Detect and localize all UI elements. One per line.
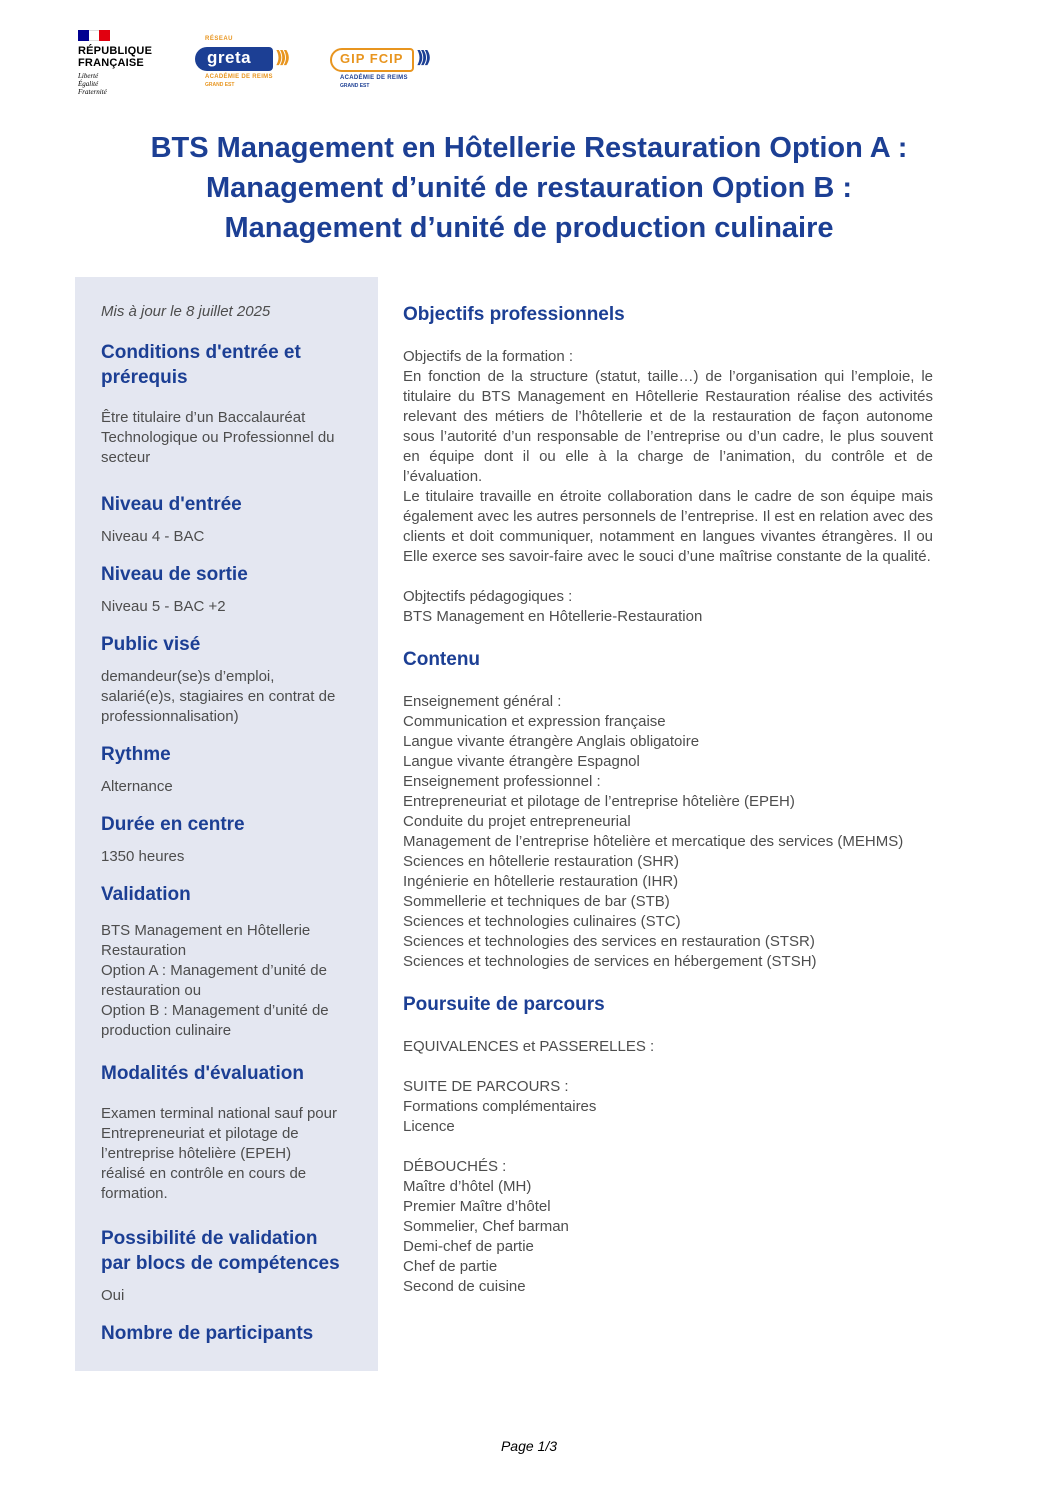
list-item: Maître d’hôtel (MH) xyxy=(403,1178,532,1195)
text-line: Technologique ou Professionnel du xyxy=(101,429,335,446)
objectifs-pedagogiques-label: Objtectifs pédagogiques : xyxy=(403,588,573,605)
greta-word: greta xyxy=(207,48,252,67)
blocs-text: Oui xyxy=(101,1287,125,1304)
contenu-item: Ingénierie en hôtellerie restauration (IHR) xyxy=(403,873,679,890)
list-item: Sommelier, Chef barman xyxy=(403,1218,569,1235)
contenu-item: Conduite du projet entrepreneurial xyxy=(403,813,631,830)
text-line: demandeur(se)s d’emploi, xyxy=(101,668,275,685)
debouches-label: DÉBOUCHÉS : xyxy=(403,1158,507,1175)
section-heading-objectifs: Objectifs professionnels xyxy=(403,304,625,325)
section-heading-poursuite: Poursuite de parcours xyxy=(403,994,605,1015)
rf-name-line: FRANÇAISE xyxy=(78,57,144,69)
greta-logo xyxy=(195,36,315,96)
contenu-list xyxy=(403,692,933,972)
contenu-item: Enseignement professionnel : xyxy=(403,773,601,790)
heading-line: Possibilité de validation xyxy=(101,1228,318,1249)
signal-arcs-icon: ))) xyxy=(275,48,287,68)
text-line: Être titulaire d’un Baccalauréat xyxy=(101,409,306,426)
info-sidebar xyxy=(75,277,378,1371)
list-item: Premier Maître d’hôtel xyxy=(403,1198,551,1215)
heading-line: prérequis xyxy=(101,367,188,388)
contenu-item: Communication et expression française xyxy=(403,713,666,730)
section-heading-conditions xyxy=(101,340,356,390)
text-line: l’entreprise hôtelière (EPEH) xyxy=(101,1145,292,1162)
heading-line: par blocs de compétences xyxy=(101,1253,340,1274)
rf-motto-line: Fraternité xyxy=(78,88,107,96)
objectifs-pedagogiques-text: BTS Management en Hôtellerie-Restauration xyxy=(403,608,703,625)
public-text xyxy=(101,667,356,727)
logo-bar xyxy=(78,30,478,100)
section-heading-validation: Validation xyxy=(101,884,191,905)
title-line: BTS Management en Hôtellerie Restauration Option A : xyxy=(150,132,908,164)
modalites-text xyxy=(101,1104,356,1204)
gip-fcip-logo xyxy=(330,48,450,98)
section-heading-niveau-entree: Niveau d'entrée xyxy=(101,494,242,515)
objectifs-paragraph: Le titulaire travaille en étroite collaboration dans le cadre de son équipe mais également avec les autres personnels de l’entreprise. Il est en relation avec des clients et doit communiquer, notamment en langues vivantes étrangères. Il ou Elle exerce ses savoir-faire avec le souci d’une maîtrise constante de la qualité. xyxy=(403,488,933,565)
contenu-item: Langue vivante étrangère Espagnol xyxy=(403,753,640,770)
text-line: production culinaire xyxy=(101,1022,232,1039)
gip-region: GRAND EST xyxy=(340,83,370,89)
list-item: Second de cuisine xyxy=(403,1278,526,1295)
section-heading-duree: Durée en centre xyxy=(101,814,245,835)
greta-region: GRAND EST xyxy=(205,82,235,88)
rythme-text: Alternance xyxy=(101,778,173,795)
objectifs-formation-label: Objectifs de la formation : xyxy=(403,348,574,365)
french-flag-icon xyxy=(78,30,110,41)
list-item: Chef de partie xyxy=(403,1258,498,1275)
equivalences-label: EQUIVALENCES et PASSERELLES : xyxy=(403,1038,655,1055)
update-date: Mis à jour le 8 juillet 2025 xyxy=(101,303,271,320)
text-line: réalisé en contrôle en cours de xyxy=(101,1165,307,1182)
rf-motto-line: Égalité xyxy=(78,80,99,88)
suite-parcours-label: SUITE DE PARCOURS : xyxy=(403,1078,569,1095)
niveau-sortie-text: Niveau 5 - BAC +2 xyxy=(101,598,226,615)
title-line: Management d’unité de restauration Option B : xyxy=(205,172,853,204)
conditions-text xyxy=(101,408,356,468)
heading-line: Conditions d'entrée et xyxy=(101,342,301,363)
contenu-item: Entrepreneuriat et pilotage de l’entreprise hôtelière (EPEH) xyxy=(403,793,795,810)
greta-network-label: RÉSEAU xyxy=(205,36,234,42)
section-heading-public: Public visé xyxy=(101,634,201,655)
main-content xyxy=(403,302,933,1311)
contenu-item: Sommellerie et techniques de bar (STB) xyxy=(403,893,670,910)
section-heading-modalites: Modalités d'évaluation xyxy=(101,1063,304,1084)
rf-motto-line: Liberté xyxy=(78,72,99,80)
text-line: BTS Management en Hôtellerie xyxy=(101,922,311,939)
greta-academy: ACADÉMIE DE REIMS xyxy=(205,74,273,80)
gip-word: GIP FCIP xyxy=(340,51,404,66)
niveau-entree-text: Niveau 4 - BAC xyxy=(101,528,205,545)
duree-text: 1350 heures xyxy=(101,848,185,865)
text-line: Option A : Management d’unité de xyxy=(101,962,327,979)
contenu-item: Sciences et technologies des services en restauration (STSR) xyxy=(403,933,815,950)
section-heading-rythme: Rythme xyxy=(101,744,171,765)
contenu-item: Sciences et technologies culinaires (STC) xyxy=(403,913,681,930)
title-line: Management d’unité de production culinaire xyxy=(224,212,834,244)
text-line: formation. xyxy=(101,1185,168,1202)
text-line: restauration ou xyxy=(101,982,202,999)
text-line: Option B : Management d’unité de xyxy=(101,1002,329,1019)
list-item: Licence xyxy=(403,1118,455,1135)
text-line: secteur xyxy=(101,449,151,466)
text-line: Restauration xyxy=(101,942,187,959)
republique-francaise-logo xyxy=(78,30,168,96)
objectifs-paragraph: En fonction de la structure (statut, taille…) de l’organisation qui l’emploie, le titulaire du BTS Management en Hôtellerie Restauration réalise des activités relevant des métiers de l’hôtellerie et de la restauration de façon autonome sous l’autorité d’un responsable de l’entreprise ou d’un cadre, le plus souvent en équipe dont il ou elle à la charge de l’animation, du contrôle et de l’évaluation. xyxy=(403,368,933,485)
validation-text xyxy=(101,921,356,1041)
contenu-item: Enseignement général : xyxy=(403,693,562,710)
section-heading-participants: Nombre de participants xyxy=(101,1323,314,1344)
contenu-item: Sciences et technologies de services en hébergement (STSH) xyxy=(403,953,817,970)
text-line: professionnalisation) xyxy=(101,708,239,725)
list-item: Demi-chef de partie xyxy=(403,1238,534,1255)
contenu-item: Langue vivante étrangère Anglais obligatoire xyxy=(403,733,700,750)
list-item: Formations complémentaires xyxy=(403,1098,597,1115)
section-heading-niveau-sortie: Niveau de sortie xyxy=(101,564,248,585)
objectifs-block xyxy=(403,347,933,627)
page-number: Page 1/3 xyxy=(500,1438,558,1454)
contenu-item: Sciences en hôtellerie restauration (SHR) xyxy=(403,853,679,870)
section-heading-blocs xyxy=(101,1226,356,1276)
page-title xyxy=(60,128,998,248)
signal-arcs-icon: ))) xyxy=(416,48,428,68)
text-line: salarié(e)s, stagiaires en contrat de xyxy=(101,688,336,705)
section-heading-contenu: Contenu xyxy=(403,649,481,670)
gip-academy: ACADÉMIE DE REIMS xyxy=(340,75,408,81)
contenu-item: Management de l’entreprise hôtelière et mercatique des services (MEHMS) xyxy=(403,833,904,850)
text-line: Examen terminal national sauf pour xyxy=(101,1105,337,1122)
rf-name-line: RÉPUBLIQUE xyxy=(78,45,153,57)
poursuite-block xyxy=(403,1037,933,1297)
text-line: Entrepreneuriat et pilotage de xyxy=(101,1125,299,1142)
